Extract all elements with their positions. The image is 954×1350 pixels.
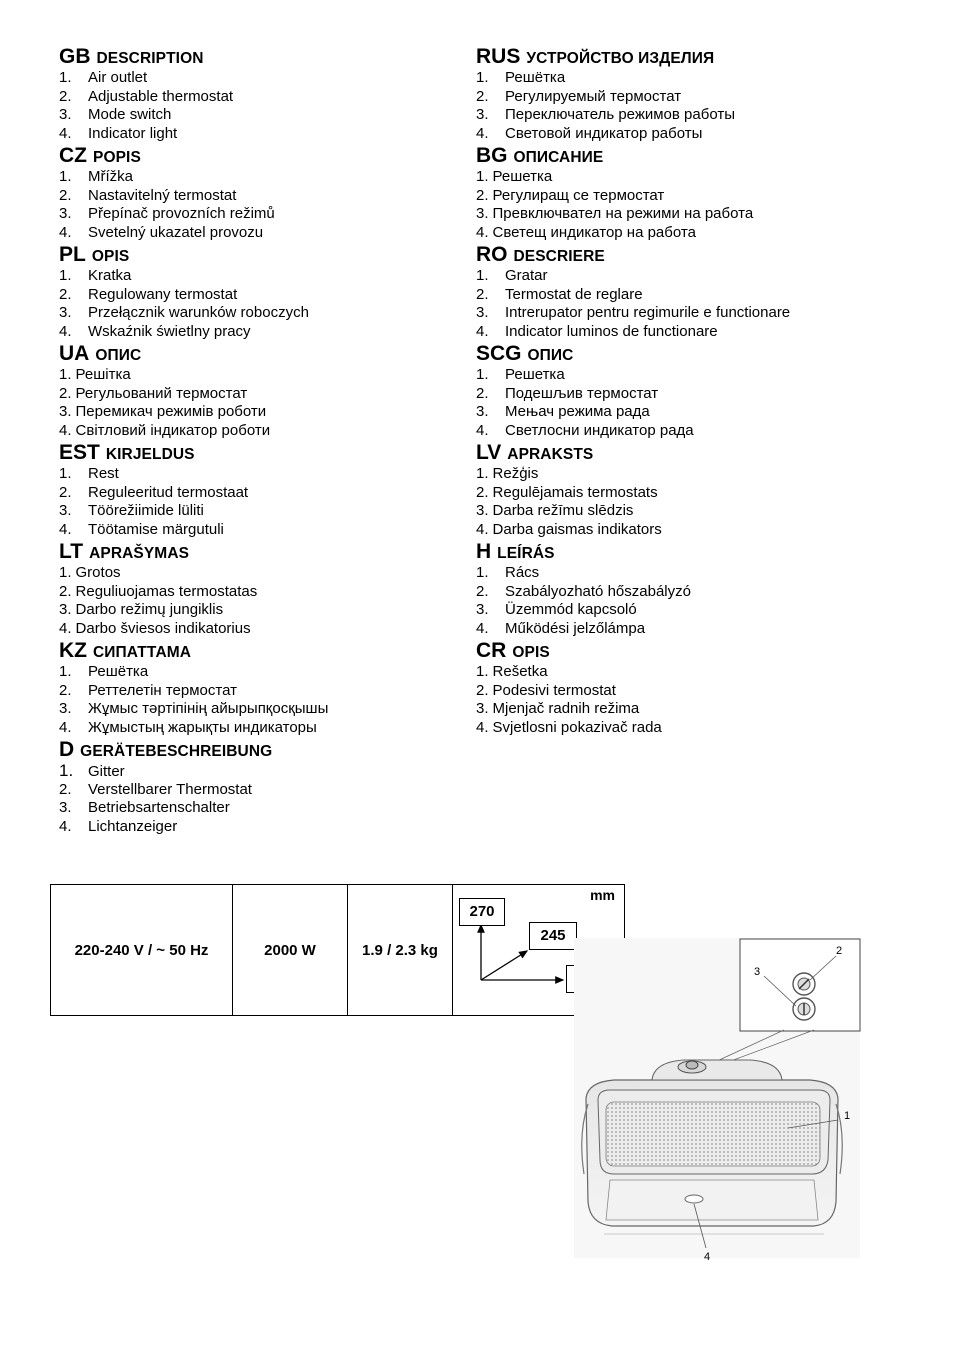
item-number: 3. [59, 304, 72, 321]
item-text: Gratar [505, 267, 548, 284]
item-number: 3. [476, 304, 489, 321]
item-text: Gitter [88, 763, 125, 780]
item-number: 4. [59, 718, 72, 736]
item-number: 2. [476, 285, 489, 303]
language-code: SCG [476, 342, 522, 365]
language-code: LV [476, 441, 502, 464]
item-text: Светещ индикатор на работа [492, 223, 696, 241]
language-code: RO [476, 243, 508, 266]
item-number: 4. [59, 421, 72, 439]
item-number: 2. [59, 186, 72, 204]
item-text: Darbo šviesos indikatorius [75, 619, 251, 637]
item-number: 3. [59, 799, 72, 816]
item-number: 3. [476, 601, 489, 618]
item-text: Светлосни индикатор рада [505, 421, 694, 439]
list-item [59, 620, 459, 639]
list-item [59, 564, 459, 583]
callout-3: 3 [754, 966, 761, 978]
dimension-unit: mm [590, 887, 615, 903]
item-number: 3. [59, 601, 72, 618]
item-text: Működési jelzőlámpa [505, 619, 646, 637]
item-text: Реттелетін термостат [88, 681, 237, 699]
dimension-depth: 245 [529, 922, 577, 950]
section-lv [476, 440, 896, 539]
item-number: 4. [59, 322, 72, 340]
section-heading [476, 341, 896, 366]
list-item [59, 168, 459, 187]
section-lt [59, 539, 459, 638]
language-code: EST [59, 441, 100, 464]
item-number: 4. [476, 421, 489, 439]
section-heading [476, 638, 896, 663]
item-text: Мењач режима рада [505, 403, 650, 420]
item-text: Svetelný ukazatel provozu [88, 223, 264, 241]
item-text: Intrerupator pentru regimurile e functionare [505, 304, 791, 321]
list-item [476, 601, 896, 620]
item-number: 4. [476, 124, 489, 142]
item-text: Световой индикатор работы [505, 124, 703, 142]
list-item [59, 682, 459, 701]
item-text: Kratka [88, 267, 132, 284]
section-heading [59, 638, 459, 663]
item-number: 1. [476, 564, 489, 581]
list-item [59, 583, 459, 602]
item-text: Töörežiimide lüliti [88, 502, 204, 519]
list-item [59, 465, 459, 484]
heater-illustration [574, 934, 874, 1269]
item-text: Решётка [505, 69, 566, 86]
item-text: Reguliuojamas termostatas [75, 582, 258, 600]
section-d [59, 737, 459, 836]
list-item [59, 69, 459, 88]
spec-table [50, 884, 625, 1016]
section-rus [476, 44, 896, 143]
item-number: 2. [476, 186, 489, 204]
list-item [476, 521, 896, 540]
section-title: LEÍRÁS [497, 545, 555, 562]
list-item [59, 385, 459, 404]
list-item [59, 286, 459, 305]
list-item [59, 502, 459, 521]
list-item [59, 799, 459, 818]
list-item [59, 267, 459, 286]
list-item [59, 762, 459, 781]
section-heading [59, 242, 459, 267]
item-number: 2. [59, 780, 72, 798]
item-number: 4. [476, 322, 489, 340]
list-item [59, 484, 459, 503]
item-text: Rešetka [492, 663, 548, 680]
section-gb [59, 44, 459, 143]
language-code: CZ [59, 144, 87, 167]
item-text: Regulējamais termostats [492, 483, 658, 501]
item-text: Регулируемый термостат [505, 87, 682, 105]
item-text: Регулиращ се термостат [492, 186, 665, 204]
list-item [59, 323, 459, 342]
item-text: Mode switch [88, 106, 172, 123]
section-heading [59, 737, 459, 762]
item-number: 1. [59, 465, 72, 482]
item-text: Verstellbarer Thermostat [88, 780, 252, 798]
item-text: Svjetlosni pokazivač rada [492, 718, 662, 736]
item-text: Podesivi termostat [492, 681, 616, 699]
list-item [59, 88, 459, 107]
list-item [476, 187, 896, 206]
list-item [59, 521, 459, 540]
item-text: Переключатель режимов работы [505, 106, 735, 123]
list-item [476, 719, 896, 738]
item-text: Töötamise märgutuli [88, 520, 224, 538]
list-item [59, 205, 459, 224]
list-item [476, 205, 896, 224]
list-item [59, 601, 459, 620]
list-item [59, 422, 459, 441]
item-text: Подешљив термостат [505, 384, 659, 402]
list-item [476, 700, 896, 719]
callout-1: 1 [844, 1110, 851, 1122]
list-item [476, 106, 896, 125]
language-code: LT [59, 540, 84, 563]
section-heading [59, 440, 459, 465]
item-number: 3. [476, 106, 489, 123]
list-item [476, 224, 896, 243]
item-number: 2. [476, 582, 489, 600]
item-text: Szabályozható hőszabályzó [505, 582, 691, 600]
item-number: 2. [476, 87, 489, 105]
item-number: 4. [59, 520, 72, 538]
item-text: Перемикач режимів роботи [75, 403, 267, 420]
section-pl [59, 242, 459, 341]
section-title: APRAŠYMAS [89, 545, 190, 562]
item-number: 2. [59, 681, 72, 699]
section-heading [476, 440, 896, 465]
list-item [59, 366, 459, 385]
list-item [476, 366, 896, 385]
item-text: Жұмыстың жарықты индикаторы [88, 718, 317, 736]
item-text: Reguleeritud termostaat [88, 483, 249, 501]
list-item [476, 564, 896, 583]
item-text: Решетка [492, 168, 553, 185]
section-title: DESCRIPTION [96, 50, 204, 67]
section-scg [476, 341, 896, 440]
item-number: 1. [59, 267, 72, 284]
section-title: УСТРОЙСТВО ИЗДЕЛИЯ [526, 50, 715, 67]
item-number: 4. [59, 619, 72, 637]
item-number: 2. [59, 87, 72, 105]
list-item [59, 781, 459, 800]
item-text: Indicator light [88, 124, 178, 142]
list-item [476, 502, 896, 521]
section-title: ОПИС [527, 347, 574, 364]
item-text: Indicator luminos de functionare [505, 322, 718, 340]
item-number: 1. [59, 761, 74, 780]
section-title: ОПИС [95, 347, 142, 364]
item-number: 2. [59, 384, 72, 402]
list-item [476, 267, 896, 286]
item-number: 4. [59, 223, 72, 241]
section-title: ОПИСАНИЕ [513, 149, 604, 166]
item-text: Darbo režimų jungiklis [75, 601, 224, 618]
language-code: KZ [59, 639, 87, 662]
item-text: Решётка [88, 663, 149, 680]
left-language-column [59, 44, 459, 836]
item-text: Wskaźnik świetlny pracy [88, 322, 251, 340]
item-text: Air outlet [88, 69, 148, 86]
section-est [59, 440, 459, 539]
list-item [476, 385, 896, 404]
item-number: 2. [59, 582, 72, 600]
language-code: BG [476, 144, 508, 167]
item-number: 2. [476, 384, 489, 402]
list-item [476, 663, 896, 682]
item-number: 1. [476, 465, 489, 482]
item-number: 4. [59, 124, 72, 142]
list-item [476, 69, 896, 88]
item-text: Przełącznik warunków roboczych [88, 304, 309, 321]
section-title: СИПАТТАМА [93, 644, 192, 661]
item-number: 4. [476, 619, 489, 637]
list-item [476, 422, 896, 441]
list-item [59, 818, 459, 837]
language-code: UA [59, 342, 90, 365]
list-item [59, 125, 459, 144]
language-code: GB [59, 45, 91, 68]
item-text: Жұмыс тәртіпінің айырыпқосқышы [88, 700, 329, 717]
item-number: 2. [59, 483, 72, 501]
list-item [476, 484, 896, 503]
power-spec: 2000 W [233, 885, 348, 1016]
section-heading [59, 143, 459, 168]
section-heading [59, 341, 459, 366]
list-item [476, 583, 896, 602]
section-title: GERÄTEBESCHREIBUNG [80, 743, 273, 760]
item-number: 1. [476, 366, 489, 383]
section-heading [59, 539, 459, 564]
item-number: 3. [59, 403, 72, 420]
voltage-spec: 220-240 V / ~ 50 Hz [51, 885, 233, 1016]
item-number: 3. [59, 700, 72, 717]
list-item [476, 403, 896, 422]
section-heading [476, 143, 896, 168]
section-title: DESCRIERE [513, 248, 605, 265]
callout-2: 2 [836, 945, 843, 957]
list-item [59, 719, 459, 738]
item-text: Mjenjač radnih režima [492, 700, 640, 717]
section-title: APRAKSTS [507, 446, 594, 463]
item-text: Betriebsartenschalter [88, 799, 230, 816]
language-code: PL [59, 243, 86, 266]
section-cr [476, 638, 896, 737]
item-text: Превключвател на режими на работа [492, 205, 754, 222]
item-number: 3. [59, 502, 72, 519]
item-number: 1. [59, 663, 72, 680]
item-text: Rács [505, 564, 540, 581]
item-number: 4. [476, 520, 489, 538]
list-item [476, 304, 896, 323]
section-title: OPIS [512, 644, 550, 661]
list-item [476, 168, 896, 187]
item-number: 4. [59, 817, 72, 835]
item-text: Darba režīmu slēdzis [492, 502, 634, 519]
item-number: 3. [476, 205, 489, 222]
section-kz [59, 638, 459, 737]
section-bg [476, 143, 896, 242]
item-number: 1. [59, 69, 72, 86]
item-number: 4. [476, 223, 489, 241]
item-number: 1. [59, 168, 72, 185]
section-heading [476, 539, 896, 564]
item-number: 3. [476, 403, 489, 420]
item-text: Решітка [75, 366, 131, 383]
item-text: Adjustable thermostat [88, 87, 234, 105]
list-item [59, 187, 459, 206]
item-text: Üzemmód kapcsoló [505, 601, 637, 618]
item-text: Darba gaismas indikators [492, 520, 662, 538]
section-title: OPIS [91, 248, 130, 265]
list-item [476, 465, 896, 484]
item-text: Rest [88, 465, 119, 482]
callout-4: 4 [704, 1251, 711, 1263]
language-code: D [59, 738, 75, 761]
section-ua [59, 341, 459, 440]
list-item [476, 125, 896, 144]
section-h [476, 539, 896, 638]
list-item [59, 304, 459, 323]
item-number: 2. [476, 483, 489, 501]
item-number: 3. [59, 106, 72, 123]
item-number: 1. [476, 267, 489, 284]
item-text: Přepínač provozních režimů [88, 205, 275, 222]
section-cz [59, 143, 459, 242]
item-number: 3. [476, 502, 489, 519]
dimension-height: 270 [459, 898, 505, 926]
list-item [59, 663, 459, 682]
item-number: 2. [476, 681, 489, 699]
language-code: CR [476, 639, 507, 662]
item-number: 1. [59, 564, 72, 581]
list-item [59, 106, 459, 125]
section-title: KIRJELDUS [105, 446, 195, 463]
section-heading [476, 44, 896, 69]
item-text: Регульований термостат [75, 384, 248, 402]
section-ro [476, 242, 896, 341]
list-item [476, 286, 896, 305]
section-heading [476, 242, 896, 267]
item-number: 2. [59, 285, 72, 303]
item-text: Regulowany termostat [88, 285, 238, 303]
list-item [59, 224, 459, 243]
item-number: 1. [476, 69, 489, 86]
right-language-column [476, 44, 896, 737]
language-code: H [476, 540, 492, 563]
section-heading [59, 44, 459, 69]
item-text: Lichtanzeiger [88, 817, 178, 835]
item-text: Nastavitelný termostat [88, 186, 237, 204]
item-number: 1. [476, 663, 489, 680]
item-text: Світловий індикатор роботи [75, 421, 271, 439]
list-item [476, 620, 896, 639]
item-number: 3. [59, 205, 72, 222]
item-text: Mřížka [88, 168, 133, 185]
item-text: Решетка [505, 366, 565, 383]
item-text: Grotos [75, 564, 121, 581]
item-number: 4. [476, 718, 489, 736]
item-text: Termostat de reglare [505, 285, 643, 303]
list-item [59, 700, 459, 719]
item-text: Režģis [492, 465, 539, 482]
list-item [476, 88, 896, 107]
language-code: RUS [476, 45, 521, 68]
item-number: 1. [59, 366, 72, 383]
list-item [59, 403, 459, 422]
list-item [476, 323, 896, 342]
section-title: POPIS [93, 149, 141, 166]
list-item [476, 682, 896, 701]
item-number: 3. [476, 700, 489, 717]
weight-spec: 1.9 / 2.3 kg [348, 885, 453, 1016]
item-number: 1. [476, 168, 489, 185]
